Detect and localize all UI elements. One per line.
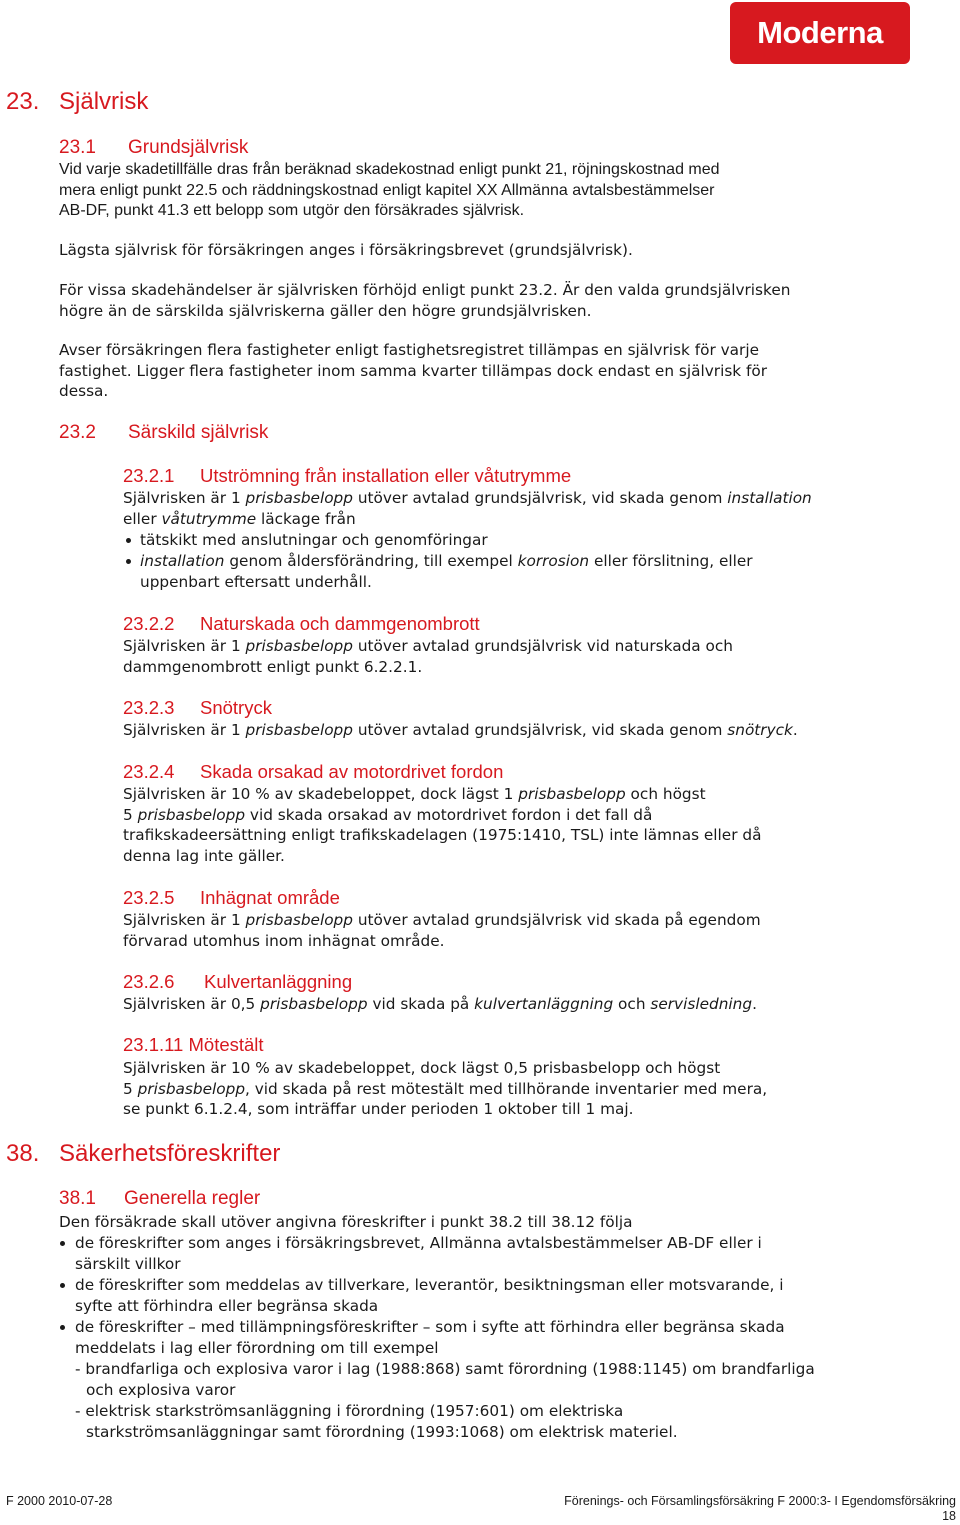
text-line — [123, 509, 812, 530]
text-line: syfte att förhindra eller begränsa skada — [75, 1296, 379, 1315]
emphasis: prisbasbelopp — [137, 805, 246, 824]
text-line: trafikskadeersättning enligt trafikskadelagen (1975:1410, TSL) inte lämnas eller då — [123, 826, 762, 845]
section-number: 23.2.5 — [123, 887, 175, 908]
section-title: Självrisk — [59, 88, 149, 115]
emphasis: snötryck — [727, 721, 793, 739]
text-line — [123, 1079, 767, 1100]
text-run: läckage från — [256, 509, 356, 528]
paragraph-23-1-2: Lägsta självrisk för försäkringen anges i försäkringsbrevet (grundsjälvrisk). — [59, 241, 633, 259]
text-line: mera enligt punkt 22.5 och räddningskostnad enligt kapitel XX Allmänna avtalsbestämmelser — [59, 181, 715, 199]
text-line — [123, 636, 733, 657]
emphasis: kulvertanläggning — [474, 995, 614, 1013]
paragraph-23-2-1 — [123, 488, 812, 529]
paragraph-23-1-3 — [59, 280, 790, 321]
paragraph-23-2-6 — [123, 994, 757, 1015]
emphasis: prisbasbelopp — [260, 995, 368, 1013]
text-line: Självrisken är 10 % av skadebeloppet, dock lägst 0,5 prisbasbelopp och högst — [123, 1059, 721, 1077]
section-title: Kulvertanläggning — [204, 971, 353, 992]
section-title: Utströmning från installation eller våtutrymme — [200, 465, 572, 486]
bullet-icon — [60, 1241, 65, 1246]
text-line: uppenbart eftersatt underhåll. — [140, 572, 372, 591]
text-line: förvarad utomhus inom inhägnat område. — [123, 931, 445, 950]
text-run: utöver avtalad grundsjälvrisk vid naturskada och — [352, 637, 733, 655]
section-23-heading — [6, 88, 149, 116]
text-line: denna lag inte gäller. — [123, 847, 285, 866]
section-number: 23.2 — [59, 422, 96, 443]
text-run: utöver avtalad grundsjälvrisk, vid skada genom — [352, 721, 728, 739]
text-run: utöver avtalad grundsjälvrisk vid skada på egendom — [352, 911, 761, 929]
section-23-2-1-heading — [123, 465, 572, 487]
moderna-logo — [730, 2, 910, 64]
text-run: Självrisken är 1 — [123, 637, 246, 655]
paragraph-23-2-5 — [123, 910, 761, 951]
bullet-icon — [126, 538, 131, 543]
page-number: 18 — [942, 1509, 956, 1523]
text-line — [123, 488, 812, 509]
text-run: 5 — [123, 1079, 138, 1098]
section-number: 23.2.4 — [123, 761, 175, 782]
section-23-2-heading — [59, 422, 269, 444]
paragraph-23-1-4 — [59, 340, 767, 402]
text-run: vid skada orsakad av motordrivet fordon i det fall då — [245, 805, 653, 824]
bullet-icon — [60, 1283, 65, 1288]
text-line — [123, 784, 761, 805]
text-line — [123, 994, 757, 1015]
text-line: Avser försäkringen flera fastigheter enligt fastighetsregistret tillämpas en självrisk för varje — [59, 341, 759, 359]
section-title: Säkerhetsföreskrifter — [59, 1140, 281, 1167]
section-title: Naturskada och dammgenombrott — [200, 613, 480, 634]
section-number: 23.2.1 — [123, 465, 175, 486]
section-title: Snötryck — [200, 697, 272, 718]
section-23-1-11-heading: 23.1.11 Mötestält — [123, 1034, 264, 1055]
text-run: och — [613, 995, 651, 1013]
section-23-2-2-heading — [123, 613, 480, 635]
text-run: . — [752, 995, 757, 1013]
text-line: och explosiva varor — [86, 1380, 236, 1399]
emphasis: servisledning — [650, 995, 753, 1013]
emphasis: prisbasbelopp — [518, 785, 626, 803]
section-23-2-6-heading — [123, 971, 353, 993]
text-run: vid skada på — [367, 995, 475, 1013]
bullet-item — [75, 1233, 762, 1274]
emphasis: våtutrymme — [161, 509, 257, 528]
emphasis: prisbasbelopp — [137, 1079, 246, 1098]
section-23-1-heading — [59, 137, 249, 159]
text-line: särskilt villkor — [75, 1254, 181, 1273]
dash-item — [75, 1359, 815, 1400]
section-38-1-heading — [59, 1188, 261, 1210]
bullet-item — [75, 1317, 785, 1358]
emphasis: prisbasbelopp — [245, 489, 353, 507]
emphasis: prisbasbelopp — [245, 637, 353, 655]
footer-right: Förenings- och Församlingsförsäkring F 2000:3- I Egendomsförsäkring — [564, 1494, 956, 1508]
text-run: . — [792, 721, 798, 739]
text-line: de föreskrifter – med tillämpningsföreskrifter – som i syfte att förhindra eller begränsa skada — [75, 1318, 785, 1336]
emphasis: prisbasbelopp — [245, 911, 353, 929]
section-title: Skada orsakad av motordrivet fordon — [200, 761, 504, 782]
section-23-2-4-heading — [123, 761, 504, 783]
text-run: Självrisken är 0,5 — [123, 995, 261, 1013]
text-line — [123, 910, 761, 931]
text-run: utöver avtalad grundsjälvrisk, vid skada genom — [352, 489, 728, 507]
section-38-heading — [6, 1140, 281, 1168]
bullet-icon — [126, 559, 131, 564]
text-line: - brandfarliga och explosiva varor i lag (1988:868) samt förordning (1988:1145) om brandfarliga — [75, 1360, 815, 1378]
section-number: 23.2.3 — [123, 697, 175, 718]
emphasis: installation — [727, 489, 812, 507]
text-run: och högst — [625, 785, 706, 803]
section-title: Särskild självrisk — [128, 422, 269, 443]
section-title: Inhägnat område — [200, 887, 340, 908]
section-number: 23.2.2 — [123, 613, 175, 634]
emphasis: prisbasbelopp — [245, 721, 353, 739]
text-line — [123, 805, 761, 826]
text-line: - elektrisk starkströmsanläggning i förordning (1957:601) om elektriska — [75, 1402, 624, 1420]
section-number: 23.2.6 — [123, 971, 175, 992]
paragraph-23-1-1 — [59, 160, 720, 222]
text-line: starkströmsanläggningar samt förordning (1993:1068) om elektrisk materiel. — [86, 1422, 678, 1441]
text-line: fastighet. Ligger flera fastigheter inom samma kvarter tillämpas dock endast en självrisk för — [59, 361, 768, 380]
text-run: genom åldersförändring, till exempel — [224, 552, 518, 570]
section-23-2-5-heading — [123, 887, 340, 909]
bullet-item — [75, 1275, 783, 1316]
section-title: Generella regler — [124, 1188, 261, 1209]
text-line — [140, 551, 753, 572]
text-line: meddelats i lag eller förordning om till exempel — [75, 1338, 439, 1357]
footer-left: F 2000 2010-07-28 — [6, 1494, 113, 1508]
section-number: 38.1 — [59, 1188, 96, 1209]
bullet-item — [140, 551, 753, 592]
text-run: Självrisken är 1 — [123, 721, 246, 739]
paragraph-23-2-3 — [123, 720, 798, 741]
bullet-item: tätskikt med anslutningar och genomföringar — [140, 531, 488, 549]
text-run: eller förslitning, eller — [589, 552, 753, 570]
text-line: AB-DF, punkt 41.3 ett belopp som utgör den försäkrades självrisk. — [59, 202, 525, 220]
paragraph-23-2-4 — [123, 784, 761, 867]
section-number: 23.1 — [59, 137, 96, 158]
section-23-2-3-heading — [123, 697, 272, 719]
text-run: eller — [123, 509, 162, 528]
section-number: 38. — [6, 1140, 40, 1167]
paragraph-23-1-11 — [123, 1058, 767, 1120]
text-line: högre än de särskilda självriskerna gäller den högre grundsjälvrisken. — [59, 301, 592, 320]
text-line: För vissa skadehändelser är självrisken förhöjd enligt punkt 23.2. Är den valda grundsjälvrisken — [59, 281, 791, 299]
emphasis: korrosion — [517, 552, 590, 570]
text-run: , vid skada på rest mötestält med tillhörande inventarier med mera, — [245, 1079, 768, 1098]
text-line: Vid varje skadetillfälle dras från beräknad skadekostnad enligt punkt 21, röjningskostnad med — [59, 161, 720, 178]
dash-item — [75, 1401, 678, 1442]
text-run: Självrisken är 10 % av skadebeloppet, dock lägst 1 — [123, 785, 519, 803]
text-run: Självrisken är 1 — [123, 489, 246, 507]
text-line: de föreskrifter som anges i försäkringsbrevet, Allmänna avtalsbestämmelser AB-DF eller i — [75, 1234, 762, 1252]
text-line: de föreskrifter som meddelas av tillverkare, leverantör, besiktningsman eller motsvarande, i — [75, 1276, 784, 1294]
text-line — [123, 720, 798, 741]
bullet-icon — [60, 1325, 65, 1330]
text-run: 5 — [123, 805, 138, 824]
paragraph-23-2-2 — [123, 636, 733, 677]
section-title: Grundsjälvrisk — [128, 137, 249, 158]
text-line: dessa. — [59, 382, 109, 401]
section-number: 23. — [6, 88, 40, 115]
emphasis: installation — [140, 552, 225, 570]
text-line: dammgenombrott enligt punkt 6.2.2.1. — [123, 657, 423, 676]
logo-text: Moderna — [757, 15, 883, 50]
text-line: se punkt 6.1.2.4, som inträffar under perioden 1 oktober till 1 maj. — [123, 1100, 634, 1119]
paragraph-38-1-intro: Den försäkrade skall utöver angivna föreskrifter i punkt 38.2 till 38.12 följa — [59, 1213, 633, 1231]
text-run: Självrisken är 1 — [123, 911, 246, 929]
